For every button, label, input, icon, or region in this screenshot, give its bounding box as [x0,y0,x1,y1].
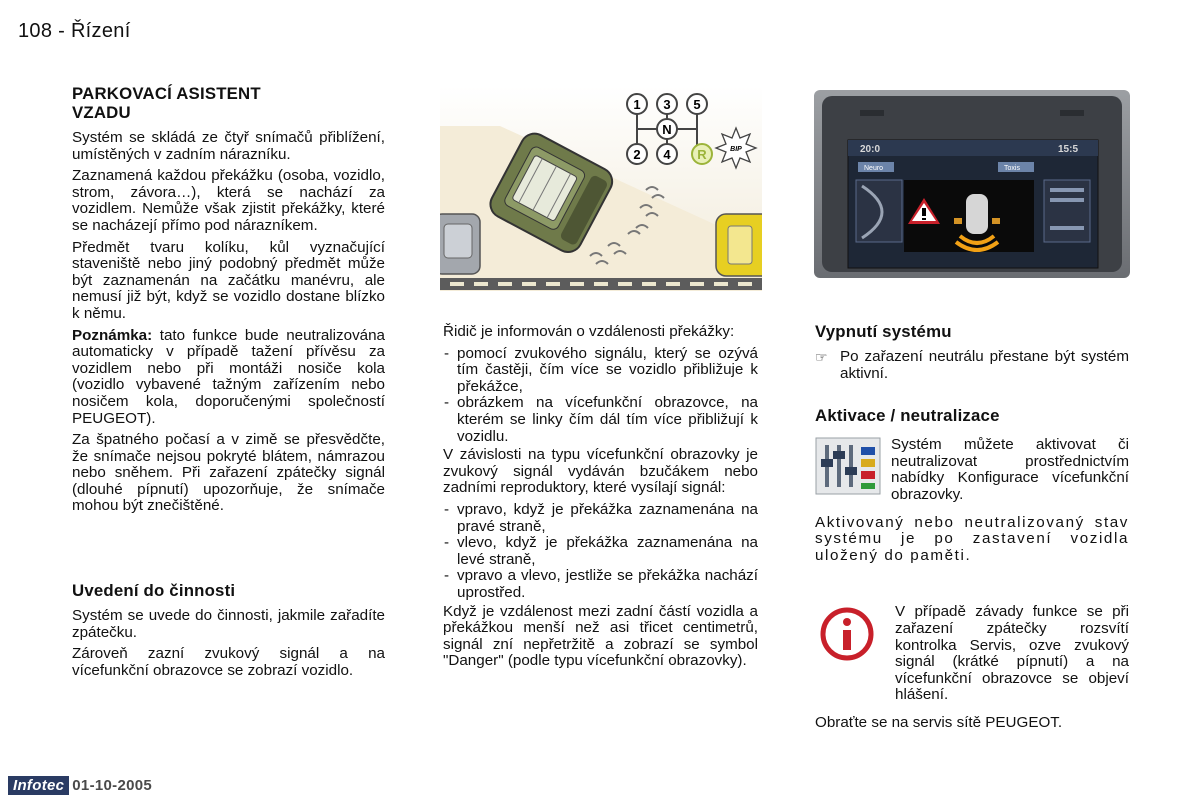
screen-illustration [814,90,1130,278]
heading-line-1: PARKOVACÍ ASISTENT [72,84,261,103]
footer-date: 01-10-2005 [72,777,153,794]
configuration-settings-icon [815,437,881,495]
gear-1-label: 1 [633,97,641,112]
paragraph: Řidič je informován o vzdálenosti překážky: [443,323,735,340]
paragraph: V závislosti na typu vícefunkční obrazovky je zvukový signál vydáván bzučákem nebo zadními reproduktory, které vysílají signál: [443,446,758,497]
footer [8,776,152,795]
beep-label: BIP [730,146,742,153]
config-row [815,437,1129,508]
heading-line-2: VZADU [72,103,131,122]
screen-tab-left: Neuro [864,165,884,172]
paragraph: Když je vzdálenost mezi zadní částí vozidla a překážkou menší než asi třicet centimetrů, signál zní nepřetržitě a zobrazí se symbol "Danger" (podle typu vícefunkční obrazovky). [443,602,758,670]
info-warning-icon [815,604,885,664]
signal-list [443,346,758,446]
gear-4-label: 4 [663,147,671,162]
note-label: Poznámka: [72,326,153,344]
gear-2-label: 2 [633,147,641,162]
section-heading-rear-parking-assist [72,84,385,122]
list-item: - vlevo, když je překážka zaznamenána na levé straně, [443,535,758,568]
section-heading-activation: Uvedení do činnosti [72,581,236,601]
paragraph: Aktivovaný nebo neutralizovaný stav systému je po zastavení vozidla uložený do paměti. [815,513,1129,564]
paragraph: Za špatného počasí a v zimě se přesvědčte, že snímače nejsou pokryté blátem, námrazou nebo sněhem. Při zařazení zpátečky signál (dlouhé pípnutí) upozorňuje, že snímače mohou být znečištěné. [72,431,385,515]
screen-tab-right: Toxis [1004,165,1020,172]
screen-time-left: 20:0 [860,144,881,155]
paragraph: Systém se skládá ze čtyř snímačů přiblížení, umístěných v zadním nárazníku. [72,129,385,163]
paragraph: Zaznamená každou překážku (osoba, vozidlo, strom, závora…), která se nachází za vozidlem. Nemůže však zjistit překážky, které se nacházejí přímo pod nárazníkem. [72,167,385,234]
paragraph: Systém se uvede do činnosti, jakmile zařadíte zpátečku. [72,607,385,641]
infotec-logo: Infotec [8,776,69,795]
parking-diagram-svg [440,86,762,306]
note-text: tato funkce bude neutralizována automaticky v případě tažení přívěsu za vozidlem nebo při montáži nosiče kola (vozidlo vybavené tažným zařízením nebo nosičem kola, doporučenými společností PEUGEOT). [72,326,385,427]
section-heading-activation-neutralization: Aktivace / neutralizace [815,406,1000,426]
paragraph: Systém můžete aktivovat či neutralizovat prostřednictvím nabídky Konfigurace vícefunkční obrazovky. [891,436,1129,503]
gear-3-label: 3 [663,97,671,112]
parking-illustration [440,86,762,306]
gear-n-label: N [662,122,672,137]
list-item: - vpravo, když je překážka zaznamenána na pravé straně, [443,502,758,535]
paragraph: Zároveň zazní zvukový signál a na vícefunkční obrazovce se zobrazí vozidlo. [72,645,385,679]
gear-r-label: R [697,147,707,162]
page-header: 108 - Řízení [18,20,131,42]
list-item: - pomocí zvukového signálu, který se ozývá tím častěji, čím více se vozidlo přibližuje k překážce, [443,346,758,396]
column-left [72,84,385,684]
pointing-hand-icon: ☞ [815,349,828,365]
warning-row [815,604,1129,709]
paragraph: V případě závady funkce se při zařazení zpátečky rozsvítí kontrolka Servis, ozve zvukový signál (krátké pípnutí) a na vícefunkční obrazovce se objeví hlášení. [895,603,1129,704]
section-heading-system-off: Vypnutí systému [815,322,952,341]
bullet-paragraph [815,349,1129,382]
yellow-car-icon [716,214,762,276]
list-item: - obrázkem na vícefunkční obrazovce, na kterém se linky čím dál tím více přibližují k vozidlu. [443,395,758,445]
column-right [815,322,1129,737]
paragraph: Předmět tvaru kolíku, kůl vyznačující staveniště nebo jiný podobný předmět může být zaznamenán na začátku manévru, ale nemusí již být, když se vozidlo dostane blízko k němu. [72,238,385,322]
direction-list [443,502,758,602]
list-item: - vpravo a vlevo, jestliže se překážka nachází uprostřed. [443,568,758,601]
column-middle [443,324,758,675]
paragraph: Obraťte se na servis sítě PEUGEOT. [815,713,1063,731]
grey-car-icon [440,214,480,274]
multifunction-screen-svg [814,90,1130,278]
note-paragraph [72,328,385,428]
bullet-text: Po zařazení neutrálu přestane být systém aktivní. [840,348,1129,382]
screen-time-right: 15:5 [1058,144,1079,155]
gear-5-label: 5 [693,97,701,112]
beep-burst-icon [716,128,756,168]
